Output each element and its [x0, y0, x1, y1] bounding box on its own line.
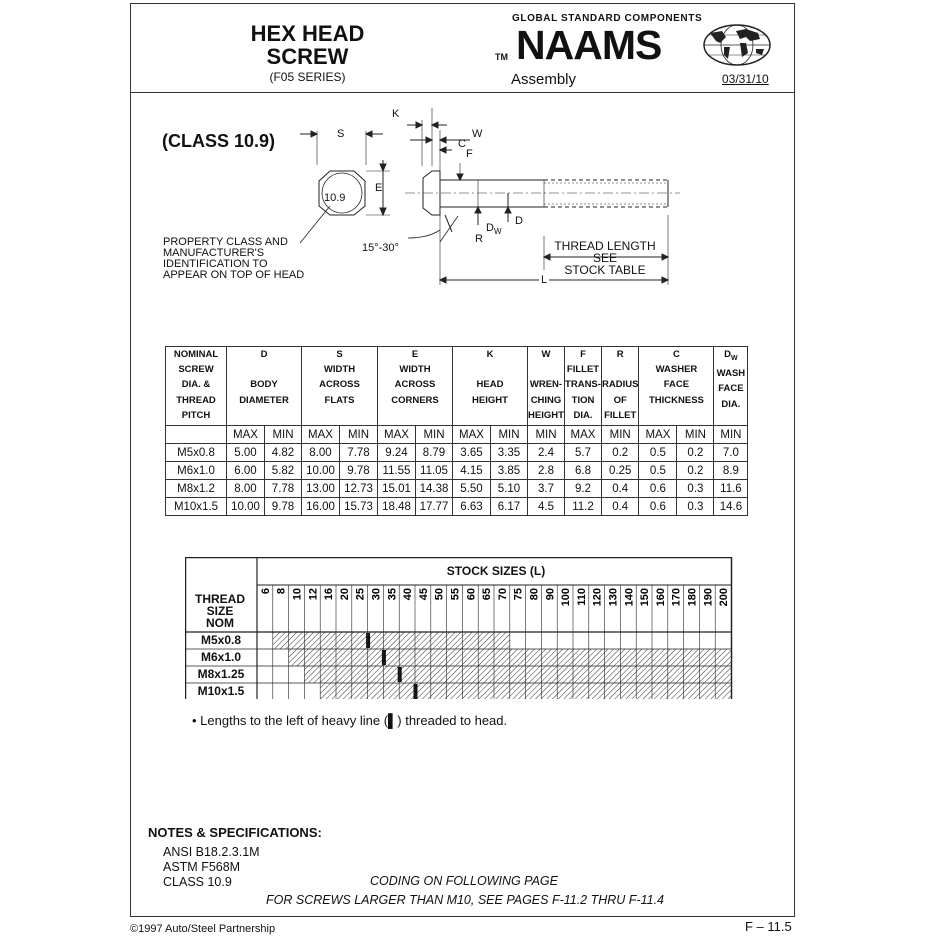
dimension-cell: 15.01 [378, 480, 416, 498]
column-header [378, 347, 453, 426]
minmax-cell: MAX [639, 426, 677, 444]
column-header-line: FLATS [324, 394, 355, 406]
length-label: 45 [417, 588, 430, 601]
dimension-cell: 0.3 [677, 480, 714, 498]
column-header-line: DIA. [573, 409, 593, 421]
column-header-line: OF [613, 394, 627, 406]
length-label: 90 [544, 588, 557, 601]
column-header [166, 347, 227, 426]
column-symbol: K [486, 349, 494, 360]
column-header [227, 347, 302, 426]
heavy-line-note: • Lengths to the left of heavy line (▌) threaded to head. [192, 713, 508, 728]
column-header [302, 347, 378, 426]
column-symbol: E [411, 349, 419, 360]
dimension-cell: 5.50 [453, 480, 491, 498]
column-header-line: HEIGHT [528, 409, 564, 421]
label-dw [486, 223, 502, 237]
screw-size-cell: M10x1.5 [166, 498, 227, 516]
column-header-line: HEIGHT [472, 394, 508, 406]
spec-item: ASTM F568M [163, 860, 241, 874]
screw-size-cell: M8x1.2 [166, 480, 227, 498]
thread-note-line: SEE [592, 251, 617, 265]
dimension-cell: 11.05 [416, 462, 453, 480]
column-symbol: W [541, 349, 551, 360]
column-header-line: TRANS- [565, 379, 601, 391]
stock-availability-M8x1.25 [304, 666, 731, 683]
property-note-line: MANUFACTURER'S [163, 247, 265, 259]
dimension-cell: 17.77 [416, 498, 453, 516]
length-label: 200 [718, 588, 731, 607]
dimension-cell: 12.73 [340, 480, 378, 498]
dimension-cell: 0.2 [677, 462, 714, 480]
minmax-cell: MIN [265, 426, 302, 444]
minmax-cell: MIN [340, 426, 378, 444]
column-header-line: PITCH [181, 409, 211, 421]
brand-logo: NAAMS [516, 22, 662, 68]
dimension-cell: 0.25 [602, 462, 639, 480]
column-header-line: DIA. [721, 398, 741, 410]
dimension-cell: 18.48 [378, 498, 416, 516]
table-row [166, 444, 748, 462]
minmax-cell: MIN [528, 426, 565, 444]
column-header-line: BODY [250, 379, 278, 391]
column-header-line: WASHER [655, 364, 698, 376]
dimension-cell: 4.15 [453, 462, 491, 480]
length-label: 180 [686, 588, 699, 607]
dimension-cell: 0.2 [677, 444, 714, 462]
column-symbol-sub: W [731, 354, 738, 362]
dimension-cell: 6.8 [565, 462, 602, 480]
dimension-cell: 0.5 [639, 444, 677, 462]
dimension-cell: 10.00 [302, 462, 340, 480]
property-note-line: IDENTIFICATION TO [163, 258, 268, 270]
dimension-cell: 2.4 [528, 444, 565, 462]
copyright: ©1997 Auto/Steel Partnership [130, 923, 276, 935]
column-header-line [227, 362, 301, 377]
length-label: 16 [323, 588, 336, 601]
column-symbol: C [672, 349, 680, 360]
dimension-cell: 5.82 [265, 462, 302, 480]
length-label: 120 [591, 588, 604, 607]
heavy-line-marker [414, 684, 418, 699]
dimension-cell: 14.6 [714, 498, 748, 516]
dimension-cell: 0.6 [639, 480, 677, 498]
angle-label: 15°-30° [362, 242, 399, 254]
dimension-cell: 7.0 [714, 444, 748, 462]
column-header-line [453, 362, 527, 377]
minmax-cell: MAX [565, 426, 602, 444]
dimension-cell: 8.00 [302, 444, 340, 462]
length-label: 110 [575, 588, 588, 606]
dimension-cell: 0.4 [602, 498, 639, 516]
spec-item: ANSI B18.2.3.1M [163, 845, 260, 859]
dimension-cell: 4.5 [528, 498, 565, 516]
dimension-table [165, 346, 748, 516]
dimension-cell: 6.17 [491, 498, 528, 516]
length-label: 8 [275, 588, 288, 595]
dimension-cell: 16.00 [302, 498, 340, 516]
dimension-cell: 11.6 [714, 480, 748, 498]
length-label: 35 [386, 588, 399, 601]
column-symbol: S [336, 349, 343, 360]
minmax-cell: MAX [302, 426, 340, 444]
dimension-cell: 3.85 [491, 462, 528, 480]
dimension-cell: 0.3 [677, 498, 714, 516]
heavy-line-marker [366, 633, 370, 648]
column-header-line: FACE [718, 383, 744, 395]
dimension-cell: 2.8 [528, 462, 565, 480]
dimension-cell: 0.2 [602, 444, 639, 462]
column-header-line: HEAD [476, 379, 504, 391]
column-header-line [602, 362, 638, 377]
heavy-line-marker [398, 667, 402, 682]
page-number: F – 11.5 [745, 919, 792, 934]
spec-item: CLASS 10.9 [163, 875, 232, 889]
stock-row-label: M10x1.5 [197, 684, 245, 698]
column-header-line: WASH [716, 368, 746, 380]
column-header-line: FILLET [604, 409, 637, 421]
label-s: S [337, 128, 345, 140]
dimension-cell: 10.00 [227, 498, 265, 516]
length-label: 20 [338, 588, 351, 601]
column-header-line: DIA. & [181, 379, 211, 391]
length-label: 190 [702, 588, 715, 607]
column-header-line: RADIUS [602, 379, 639, 391]
stock-availability-M5x0.8 [273, 632, 510, 649]
length-label: 170 [670, 588, 683, 607]
column-header [453, 347, 528, 426]
dimension-cell: 8.79 [416, 444, 453, 462]
minmax-cell: MAX [227, 426, 265, 444]
label-l: L [541, 274, 548, 286]
dimension-cell: 4.82 [265, 444, 302, 462]
section-label: Assembly [511, 71, 577, 88]
dimension-cell: 0.6 [639, 498, 677, 516]
dimension-cell: 5.7 [565, 444, 602, 462]
column-header-line: ACROSS [394, 379, 436, 391]
column-header-line: WIDTH [323, 364, 356, 376]
class-label: (CLASS 10.9) [162, 131, 276, 151]
column-header-line: CHING [530, 394, 562, 406]
length-label: 130 [607, 588, 620, 607]
stock-row-label: M5x0.8 [200, 633, 242, 647]
column-header [602, 347, 639, 426]
revision-date: 03/31/10 [722, 72, 769, 86]
column-header [639, 347, 714, 426]
length-label: 150 [639, 588, 652, 607]
minmax-cell: MIN [491, 426, 528, 444]
series-label: (F05 SERIES) [269, 70, 346, 84]
global-standard-label: GLOBAL STANDARD COMPONENTS [512, 13, 703, 24]
minmax-cell: MAX [453, 426, 491, 444]
dimension-cell: 7.78 [265, 480, 302, 498]
label-dw-main: D [486, 222, 494, 234]
length-label: 50 [433, 588, 446, 601]
label-k: K [392, 108, 400, 120]
column-header [714, 347, 748, 426]
larger-screws-note: FOR SCREWS LARGER THAN M10, SEE PAGES F-11.2 THRU F-11.4 [266, 893, 664, 907]
dimension-cell: 8.9 [714, 462, 748, 480]
column-header-line: THICKNESS [648, 394, 704, 406]
heavy-line-marker [382, 650, 386, 665]
minmax-cell: MIN [714, 426, 748, 444]
column-header [565, 347, 602, 426]
dimension-cell: 14.38 [416, 480, 453, 498]
column-header-line: FACE [663, 379, 690, 391]
length-label: 25 [354, 588, 367, 601]
screw-size-cell: M5x0.8 [166, 444, 227, 462]
column-header-line: THREAD [176, 394, 216, 406]
length-label: 100 [560, 588, 573, 607]
column-header-line [528, 362, 564, 377]
table-row [166, 498, 748, 516]
dimension-cell: 0.4 [602, 480, 639, 498]
stock-row-label: M6x1.0 [200, 650, 242, 664]
dimension-cell: 3.7 [528, 480, 565, 498]
length-label: 140 [623, 588, 636, 607]
stock-sizes-grid [185, 557, 734, 699]
dimension-cell: 3.35 [491, 444, 528, 462]
label-w: W [472, 128, 483, 140]
dimension-cell: 9.78 [340, 462, 378, 480]
property-note-line: APPEAR ON TOP OF HEAD [163, 269, 305, 281]
column-header-line: TION [571, 394, 595, 406]
dimension-cell: 6.63 [453, 498, 491, 516]
column-header-line: SCREW [178, 364, 214, 376]
table-row [166, 462, 748, 480]
head-marking: 10.9 [324, 192, 346, 204]
minmax-cell: MIN [602, 426, 639, 444]
length-label: 30 [370, 588, 383, 601]
length-label: 65 [481, 588, 494, 601]
label-r: R [475, 233, 483, 245]
dimension-cell: 5.00 [227, 444, 265, 462]
dimension-cell: 13.00 [302, 480, 340, 498]
label-d: D [515, 215, 523, 227]
coding-note: CODING ON FOLLOWING PAGE [370, 874, 558, 888]
minmax-cell: MIN [416, 426, 453, 444]
dimension-cell: 9.2 [565, 480, 602, 498]
dimension-cell: 11.55 [378, 462, 416, 480]
length-label: 40 [402, 588, 415, 601]
dimension-cell: 0.5 [639, 462, 677, 480]
column-header-line: DIAMETER [239, 394, 289, 406]
screw-size-cell: M6x1.0 [166, 462, 227, 480]
table-row [166, 480, 748, 498]
thread-length-note [550, 240, 660, 276]
stock-title: STOCK SIZES (L) [446, 564, 546, 578]
dimension-cell: 7.78 [340, 444, 378, 462]
length-label: 60 [465, 588, 478, 601]
property-note-line: PROPERTY CLASS AND [163, 236, 288, 248]
column-header-line: ACROSS [319, 379, 360, 391]
label-c: C [458, 138, 466, 150]
thread-note-line: STOCK TABLE [564, 263, 646, 277]
length-label: 75 [512, 588, 525, 601]
thread-size-header-line: NOM [206, 616, 234, 630]
dimension-cell: 6.00 [227, 462, 265, 480]
notes-heading: NOTES & SPECIFICATIONS: [148, 825, 322, 840]
dimension-cell: 8.00 [227, 480, 265, 498]
column-header [528, 347, 565, 426]
label-dw-sub: W [493, 227, 502, 237]
dimension-cell: 5.10 [491, 480, 528, 498]
length-label: 10 [291, 588, 304, 601]
column-header-line: CORNERS [391, 394, 439, 406]
thread-note-line: THREAD LENGTH [554, 239, 656, 253]
page-title: HEX HEAD SCREW [250, 21, 365, 69]
label-e: E [375, 182, 383, 194]
column-symbol: F [580, 349, 586, 360]
dimension-cell: 9.24 [378, 444, 416, 462]
length-label: 80 [528, 588, 541, 601]
minmax-blank [166, 426, 227, 444]
minmax-cell: MIN [677, 426, 714, 444]
thread-size-header-line: THREAD [195, 592, 245, 606]
label-f: F [466, 148, 473, 160]
length-label: 160 [654, 588, 667, 607]
column-symbol: D [260, 349, 268, 360]
column-header-line: WREN- [529, 379, 563, 391]
column-header-line: FILLET [566, 364, 600, 376]
dimension-cell: 9.78 [265, 498, 302, 516]
length-label: 12 [307, 588, 320, 601]
column-header-line: WIDTH [399, 364, 431, 376]
column-symbol: R [616, 349, 624, 360]
property-note [163, 237, 304, 281]
length-label: 70 [496, 588, 509, 601]
column-header-line: NOMINAL [173, 349, 219, 360]
minmax-cell: MAX [378, 426, 416, 444]
length-label: 6 [259, 588, 272, 595]
dimension-cell: 3.65 [453, 444, 491, 462]
dimension-cell: 15.73 [340, 498, 378, 516]
thread-size-header [185, 593, 255, 629]
column-symbol: $D_W$ [724, 349, 738, 362]
length-label: 55 [449, 588, 462, 601]
thread-size-header-line: SIZE [206, 604, 234, 618]
dimension-cell: 11.2 [565, 498, 602, 516]
stock-row-label: M8x1.25 [197, 667, 245, 681]
trademark-label: TM [495, 52, 508, 62]
